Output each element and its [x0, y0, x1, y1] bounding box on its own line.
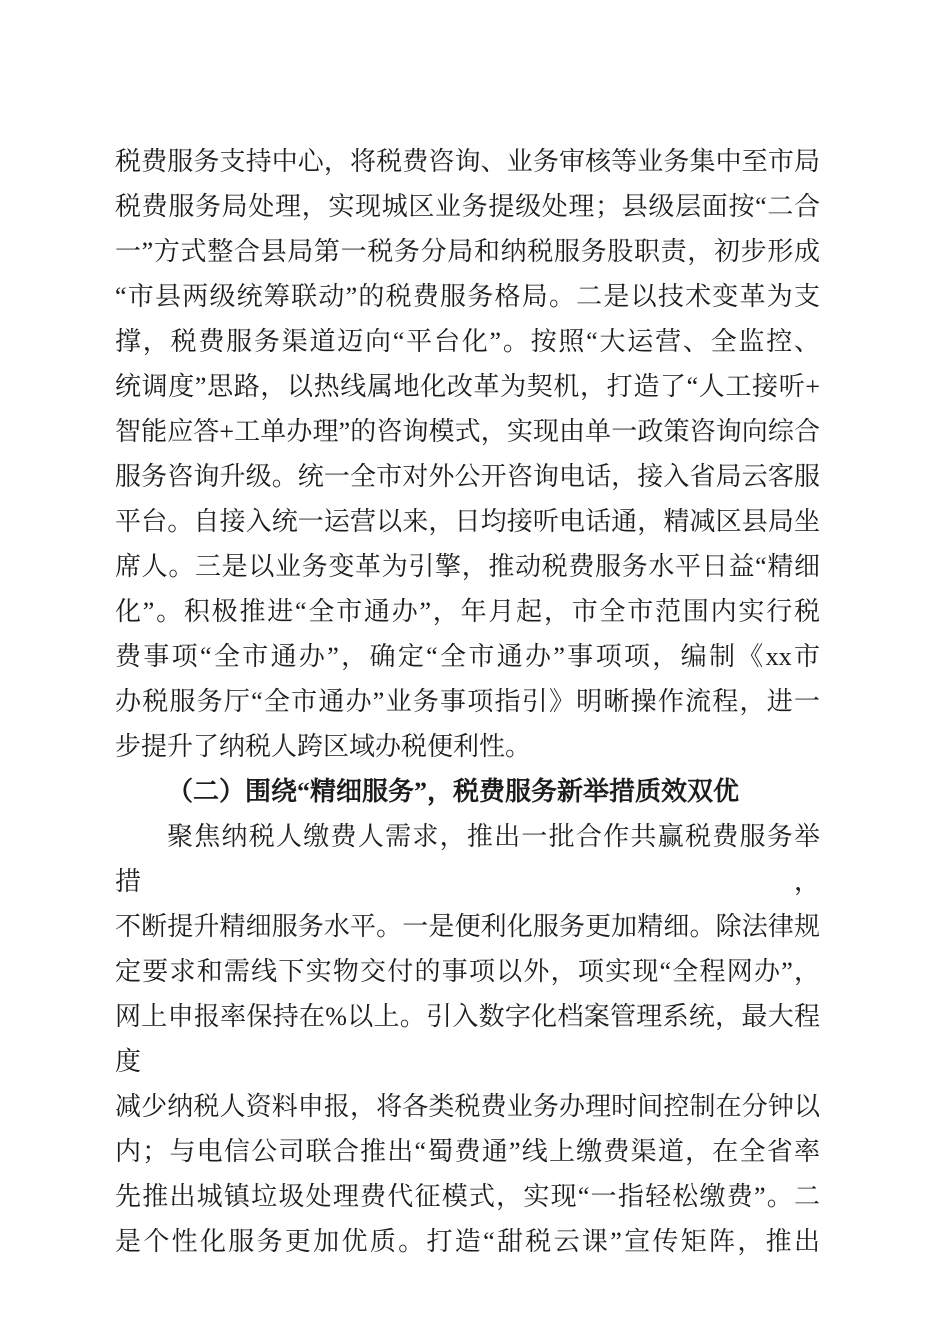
- body-line: 减少纳税人资料申报，将各类税费业务办理时间控制在分钟以: [115, 1092, 820, 1121]
- body-line: 费事项“全市通办”，确定“全市通办”事项项，编制《xx市: [115, 642, 820, 671]
- body-line: 智能应答+工单办理”的咨询模式，实现由单一政策咨询向综合: [115, 417, 820, 446]
- body-line: 先推出城镇垃圾处理费代征模式，实现“一指轻松缴费”。二: [115, 1182, 820, 1211]
- body-line: 不断提升精细服务水平。一是便利化服务更加精细。除法律规: [115, 912, 820, 941]
- body-line: 撑，税费服务渠道迈向“平台化”。按照“大运营、全监控、: [115, 327, 820, 356]
- body-line: 是个性化服务更加优质。打造“甜税云课”宣传矩阵，推出: [115, 1227, 820, 1256]
- body-line: 办税服务厅“全市通办”业务事项指引》明晰操作流程，进一: [115, 687, 820, 716]
- body-line: 税费服务支持中心，将税费咨询、业务审核等业务集中至市局: [115, 147, 820, 176]
- body-line: 化”。积极推进“全市通办”，年月起，市全市范围内实行税: [115, 597, 820, 626]
- paragraph-end-line: 步提升了纳税人跨区域办税便利性。: [115, 732, 532, 761]
- body-line: 席人。三是以业务变革为引擎，推动税费服务水平日益“精细: [115, 552, 820, 581]
- body-line: 网上申报率保持在%以上。引入数字化档案管理系统，最大程度: [115, 1002, 820, 1076]
- body-line: “市县两级统筹联动”的税费服务格局。二是以技术变革为支: [115, 282, 820, 311]
- body-line: 内；与电信公司联合推出“蜀费通”线上缴费渠道，在全省率: [115, 1137, 820, 1166]
- body-line: 税费服务局处理，实现城区业务提级处理；县级层面按“二合: [115, 192, 820, 221]
- document-body: [115, 139, 820, 1264]
- body-line: 一”方式整合县局第一税务分局和纳税服务股职责，初步形成: [115, 237, 820, 266]
- section-heading: （二）围绕“精细服务”，税费服务新举措质效双优: [167, 777, 740, 806]
- body-line: 平台。自接入统一运营以来，日均接听电话通，精减区县局坐: [115, 507, 820, 536]
- body-line: 统调度”思路，以热线属地化改革为契机，打造了“人工接听+: [115, 372, 820, 401]
- body-line: 服务咨询升级。统一全市对外公开咨询电话，接入省局云客服: [115, 462, 820, 491]
- paragraph-first-line: 聚焦纳税人缴费人需求，推出一批合作共赢税费服务举措，: [115, 822, 820, 896]
- body-line: 定要求和需线下实物交付的事项以外，项实现“全程网办”，: [115, 957, 820, 986]
